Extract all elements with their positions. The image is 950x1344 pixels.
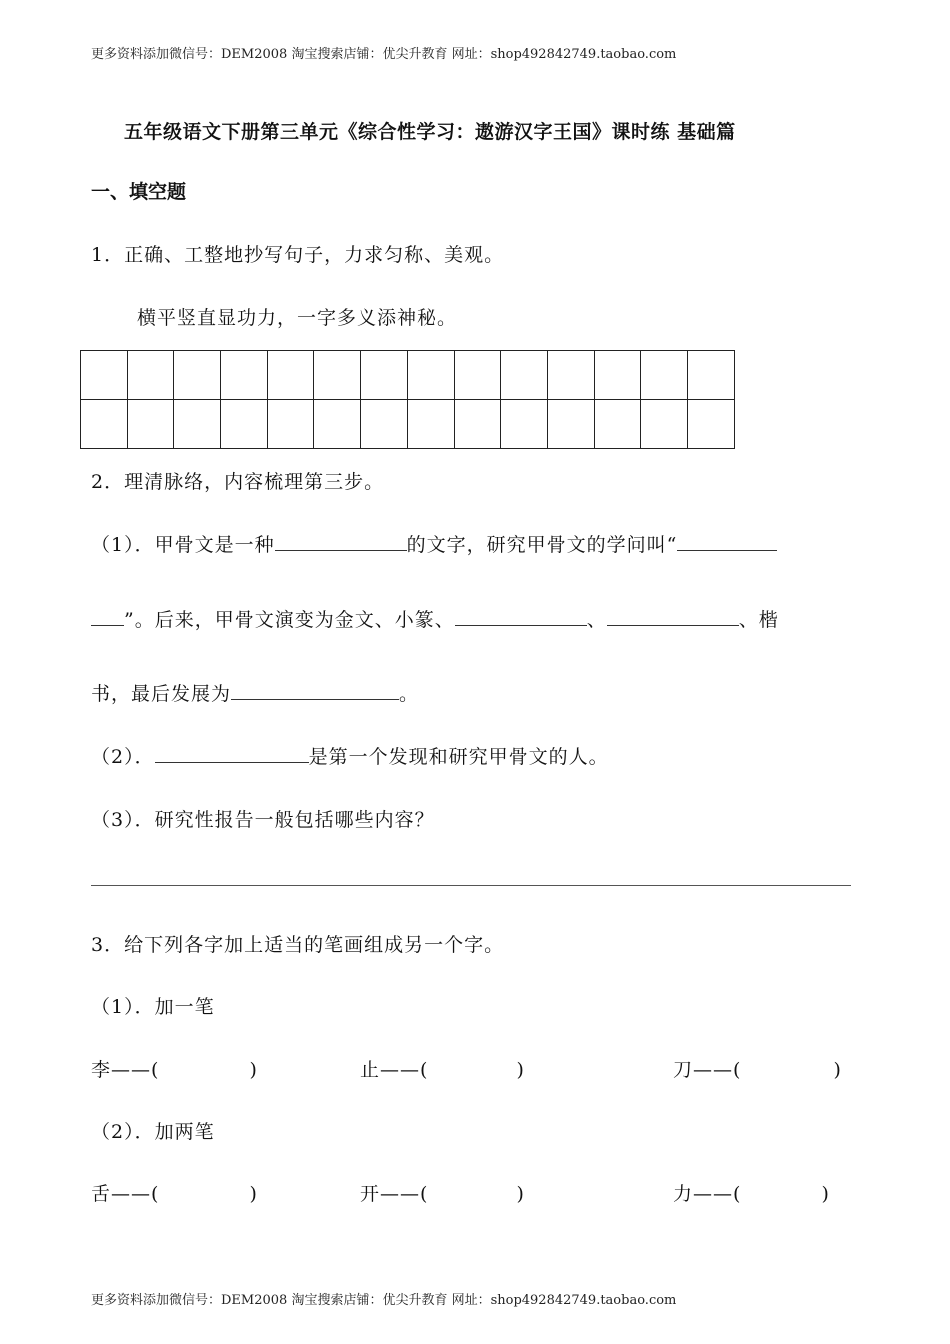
dash: ——( [380,1059,429,1081]
question-1: 1．正确、工整地抄写句子，力求匀称、美观。 [91,244,505,266]
grid-cell[interactable] [501,351,548,400]
q2-part3: （3）．研究性报告一般包括哪些内容？ [91,809,435,831]
answer-blank[interactable] [607,606,739,626]
q2-part1-text-d: 、 [586,609,607,631]
section-heading-fill-blank: 一、填空题 [91,181,187,203]
q2-part1-line1 [91,530,777,557]
q2-part1-line2 [91,605,779,632]
grid-cell[interactable] [127,400,174,449]
answer-blank[interactable] [231,680,399,700]
grid-cell[interactable] [81,400,128,449]
grid-cell[interactable] [361,351,408,400]
q3-row2-item3 [673,1179,830,1206]
page-title: 五年级语文下册第三单元《综合性学习：遨游汉字王国》课时练 基础篇 [124,121,736,143]
answer-blank[interactable] [91,606,124,626]
q3-row1-item2 [360,1055,525,1082]
grid-cell[interactable] [594,400,641,449]
grid-cell[interactable] [407,351,454,400]
q3-row1-item1 [91,1055,258,1082]
grid-cell[interactable] [314,400,361,449]
grid-cell[interactable] [267,351,314,400]
grid-cell[interactable] [501,400,548,449]
grid-cell[interactable] [454,400,501,449]
q2-part1-line3 [91,679,419,706]
close-paren: ) [249,1183,258,1205]
close-paren: ) [516,1183,525,1205]
q2-part2 [91,742,609,769]
q3-row2-item2 [360,1179,525,1206]
q3-sub2: （2）．加两笔 [91,1121,215,1143]
grid-cell[interactable] [594,351,641,400]
grid-cell[interactable] [127,351,174,400]
char: 开 [360,1183,381,1205]
grid-cell[interactable] [407,400,454,449]
question-2: 2．理清脉络，内容梳理第三步。 [91,471,385,493]
grid-cell[interactable] [221,351,268,400]
char: 力 [673,1183,694,1205]
dash: ——( [693,1059,742,1081]
grid-cell[interactable] [174,351,221,400]
close-paren: ) [249,1059,258,1081]
page-header: 更多资料添加微信号：DEM2008 淘宝搜索店铺：优尖升教育 网址：shop492842749.taobao.com [91,47,677,62]
dash: ——( [380,1183,429,1205]
q3-sub1: （1）．加一笔 [91,996,215,1018]
close-paren: ) [821,1183,830,1205]
answer-blank[interactable] [455,606,587,626]
copy-sentence: 横平竖直显功力，一字多义添神秘。 [137,307,458,329]
dash: ——( [111,1059,160,1081]
grid-cell[interactable] [687,351,734,400]
grid-cell[interactable] [267,400,314,449]
grid-cell[interactable] [687,400,734,449]
grid-cell[interactable] [641,351,688,400]
grid-cell[interactable] [641,400,688,449]
grid-cell[interactable] [361,400,408,449]
close-paren: ) [833,1059,842,1081]
grid-row [81,351,735,400]
grid-cell[interactable] [547,400,594,449]
q2-part2-label: （2）． [91,746,155,768]
q3-row1-item3 [673,1055,842,1082]
q2-part1-text-g: 。 [399,683,420,705]
answer-blank[interactable] [275,531,407,551]
q2-part1-text-a: （1）．甲骨文是一种 [91,534,275,556]
dash: ——( [111,1183,160,1205]
answer-blank[interactable] [155,743,309,763]
char: 刀 [673,1059,694,1081]
grid-cell[interactable] [81,351,128,400]
answer-blank[interactable] [677,531,777,551]
grid-cell[interactable] [454,351,501,400]
close-paren: ) [516,1059,525,1081]
char: 止 [360,1059,381,1081]
grid-cell[interactable] [174,400,221,449]
grid-cell[interactable] [314,351,361,400]
grid-cell[interactable] [221,400,268,449]
grid-row [81,400,735,449]
char: 舌 [91,1183,112,1205]
q2-part1-text-c: ”。后来，甲骨文演变为金文、小篆、 [124,609,455,631]
writing-grid [80,350,735,449]
q2-part1-text-f: 书，最后发展为 [91,683,232,705]
dash: ——( [693,1183,742,1205]
question-3: 3．给下列各字加上适当的笔画组成另一个字。 [91,934,505,956]
q3-row2-item1 [91,1179,258,1206]
grid-cell[interactable] [547,351,594,400]
answer-line[interactable] [91,885,851,886]
q2-part2-text: 是第一个发现和研究甲骨文的人。 [308,746,609,768]
q2-part1-text-e: 、楷 [738,609,779,631]
q2-part1-text-b: 的文字，研究甲骨文的学问叫“ [406,534,678,556]
char: 李 [91,1059,112,1081]
page-footer: 更多资料添加微信号：DEM2008 淘宝搜索店铺：优尖升教育 网址：shop492842749.taobao.com [91,1293,677,1308]
